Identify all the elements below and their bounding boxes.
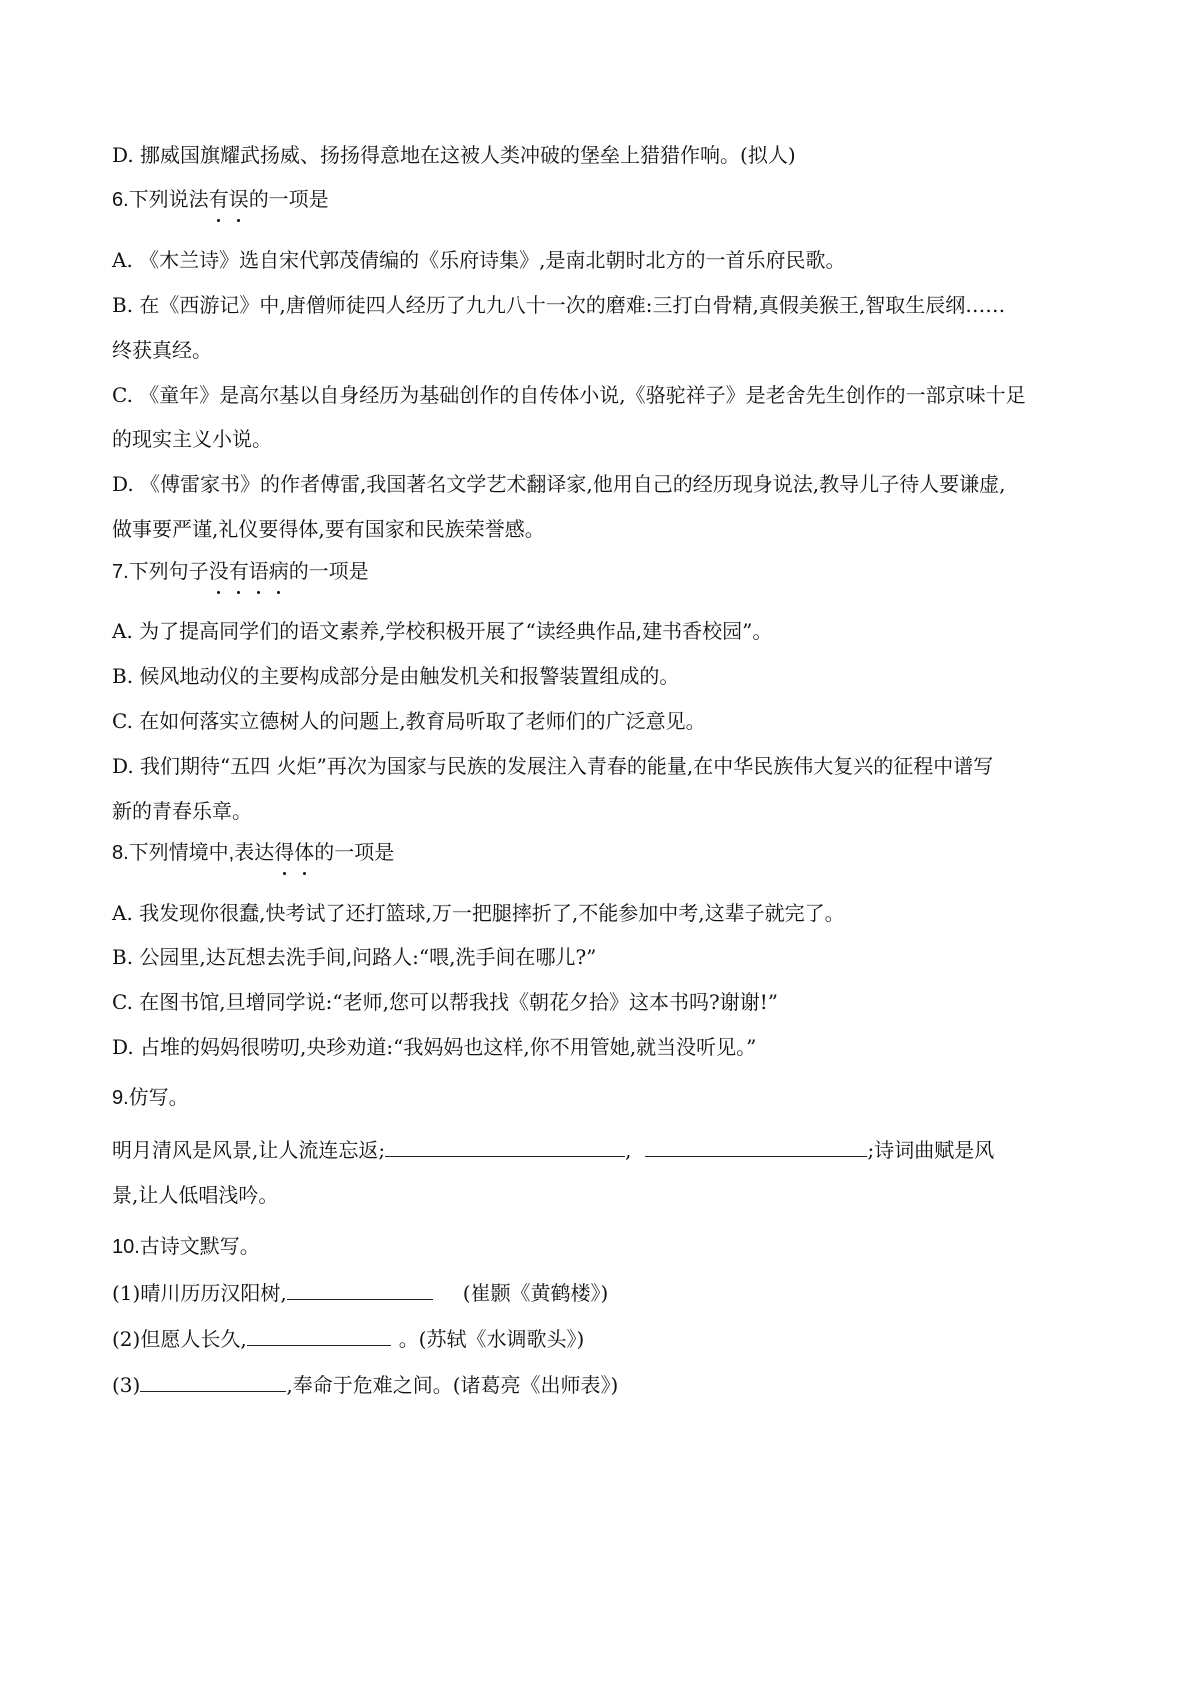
q6-option-d: D. 《傅雷家书》的作者傅雷,我国著名文学艺术翻译家,他用自己的经历现身说法,教导儿子待人要谦虚, (112, 472, 1006, 496)
q6-option-a: A. 《木兰诗》选自宋代郭茂倩编的《乐府诗集》,是南北朝时北方的一首乐府民歌。 (112, 248, 846, 272)
q6-option-c-cont: 的现实主义小说。 (112, 427, 272, 451)
q8-option-b: B. 公园里,达瓦想去洗手间,问路人:“喂,洗手间在哪儿?” (112, 945, 597, 969)
q6-text: 6.下列说法 (112, 189, 209, 211)
q6-option-c: C. 《童年》是高尔基以自身经历为基础创作的自传体小说,《骆驼祥子》是老舍先生创作的一部京味十足 (112, 383, 1026, 407)
q9-prompt (112, 1136, 994, 1164)
q10-text: (2)但愿人长久, (112, 1327, 247, 1351)
q7-option-b: B. 候风地动仪的主要构成部分是由触发机关和报警装置组成的。 (112, 664, 680, 688)
emphasis-char: 体 (294, 839, 314, 867)
q8-text: 的一项是 (314, 842, 395, 864)
emphasis-char: 得 (274, 839, 294, 867)
q8-text: 8.下列情境中,表达 (112, 842, 275, 864)
q8-option-a: A. 我发现你很蠢,快考试了还打篮球,万一把腿摔折了,不能参加中考,这辈子就完了。 (112, 901, 845, 925)
question-8-title (112, 839, 394, 867)
answer-blank[interactable] (385, 1136, 625, 1157)
q6-text: 的一项是 (248, 189, 329, 211)
emphasis-char: 有 (229, 558, 249, 586)
q10-text: (1)晴川历历汉阳树, (112, 1281, 287, 1305)
q10-text: 。(苏轼《水调歌头》) (398, 1327, 585, 1351)
emphasis-char: 语 (249, 558, 269, 586)
emphasis-char: 没 (209, 558, 229, 586)
q7-option-c: C. 在如何落实立德树人的问题上,教育局听取了老师们的广泛意见。 (112, 709, 706, 733)
answer-blank[interactable] (645, 1136, 867, 1157)
q9-text: ;诗词曲赋是风 (867, 1138, 995, 1162)
question-10-title: 10.古诗文默写。 (112, 1236, 260, 1258)
q7-option-a: A. 为了提高同学们的语文素养,学校积极开展了“读经典作品,建书香校园”。 (112, 619, 773, 643)
answer-blank[interactable] (140, 1371, 286, 1392)
q10-text: (崔颢《黄鹤楼》) (462, 1281, 609, 1305)
answer-blank[interactable] (287, 1279, 433, 1300)
q10-item-3 (112, 1371, 618, 1399)
q7-option-d: D. 我们期待“五四 火炬”再次为国家与民族的发展注入青春的能量,在中华民族伟大复兴的征程中谱写 (112, 754, 994, 778)
q7-text: 7.下列句子 (112, 561, 209, 583)
q10-item-1 (112, 1279, 608, 1307)
q6-option-b: B. 在《西游记》中,唐僧师徒四人经历了九九八十一次的磨难:三打白骨精,真假美猴王,智取生辰纲…… (112, 293, 1006, 317)
q9-prompt-cont: 景,让人低唱浅吟。 (112, 1183, 279, 1207)
q9-text: 明月清风是风景,让人流连忘返; (112, 1138, 386, 1162)
answer-blank[interactable] (247, 1325, 391, 1346)
q8-option-c: C. 在图书馆,旦增同学说:“老师,您可以帮我找《朝花夕拾》这本书吗?谢谢!” (112, 990, 778, 1014)
q7-option-d-cont: 新的青春乐章。 (112, 799, 252, 823)
q9-text: , (625, 1138, 632, 1162)
emphasis-char: 病 (269, 558, 289, 586)
emphasis-char: 有 (209, 186, 229, 214)
question-7-title (112, 558, 369, 586)
q10-item-2 (112, 1325, 584, 1353)
q6-option-d-cont: 做事要严谨,礼仪要得体,要有国家和民族荣誉感。 (112, 517, 545, 541)
q6-option-b-cont: 终获真经。 (112, 338, 212, 362)
question-9-title: 9.仿写。 (112, 1087, 189, 1109)
question-6-title (112, 186, 329, 214)
q7-text: 的一项是 (288, 561, 369, 583)
q10-text: ,奉命于危难之间。(诸葛亮《出师表》) (286, 1373, 619, 1397)
q10-text: (3) (112, 1373, 141, 1397)
q5-option-d: D. 挪威国旗耀武扬威、扬扬得意地在这被人类冲破的堡垒上猎猎作响。(拟人) (112, 143, 796, 167)
q8-option-d: D. 占堆的妈妈很唠叨,央珍劝道:“我妈妈也这样,你不用管她,就当没听见。” (112, 1035, 757, 1059)
emphasis-char: 误 (229, 186, 249, 214)
